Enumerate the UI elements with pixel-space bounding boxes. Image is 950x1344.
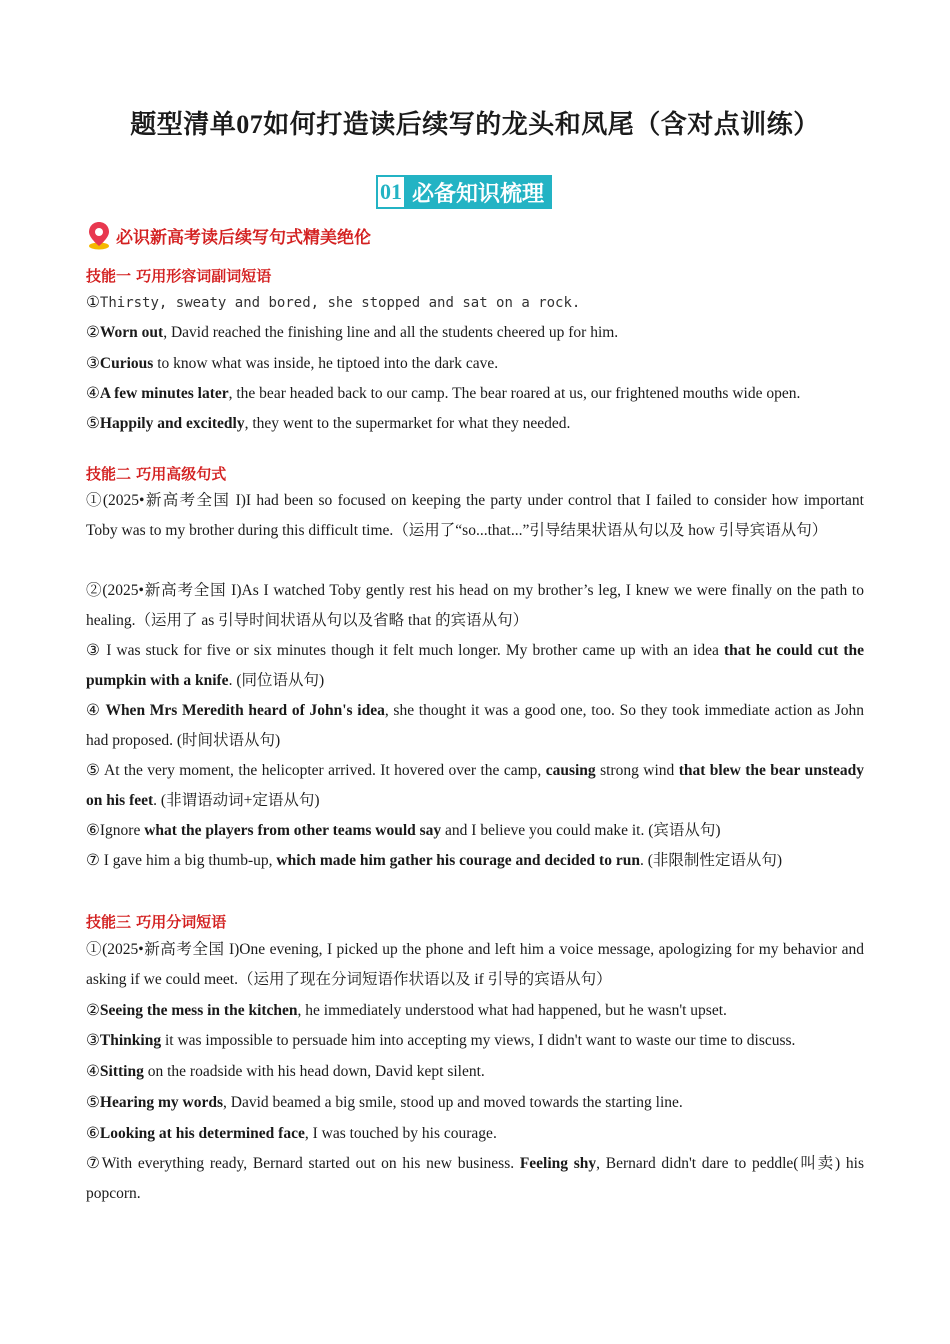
item-number: ④ [86,385,100,402]
item-bold: When Mrs Meredith heard of John's idea [105,702,385,719]
item-text: . (同位语从句) [228,672,325,689]
skill-3-item-5 [86,1088,864,1118]
item-bold: Feeling shy [519,1155,597,1172]
item-bold: Seeing the mess in the kitchen [99,1002,298,1019]
item-text: . (非限制性定语从句) [639,852,783,869]
item-text: on the roadside with his head down, David kept silent. [143,1063,485,1080]
skill-3-item-4 [86,1057,864,1087]
item-bold: Sitting [99,1063,144,1080]
skill-2-item-6 [86,816,864,846]
item-bold: Happily and excitedly [99,415,245,432]
item-number: ② [86,1002,100,1019]
section-subheading [86,220,371,250]
skill-2-item-2 [86,576,864,636]
item-text: ⑦ I gave him a big thumb-up, [86,852,277,869]
item-text: to know what was inside, he tiptoed into the dark cave. [153,355,499,372]
page-title: 题型清单07如何打造读后续写的龙头和凤尾（含对点训练） [130,110,820,139]
skill-2-item-5 [86,756,864,816]
skill-1-item-4 [86,379,864,409]
item-number: ⑤ [86,415,100,432]
skill-3-item-1 [86,935,864,995]
skill-2-item-7 [86,846,864,876]
item-text: ②(2025•新高考全国 I)As I watched Toby gently rest his head on my brother’s leg, I knew we were finally on the path to healing.（运用了 as 引导时间状语从句以及省略 that 的宾语从句） [86,582,864,629]
item-bold: what the players from other teams would say [144,822,442,839]
item-number: ② [86,324,100,341]
item-bold: that he could cut the pumpkin with a knife [86,642,864,689]
banner-number: 01 [376,175,406,209]
item-text: ⑦With everything ready, Bernard started out on his new business. [86,1155,520,1172]
item-number: ① [86,294,100,311]
item-text: , he immediately understood what had happened, but he wasn't upset. [297,1002,727,1019]
item-text: , the bear headed back to our camp. The bear roared at us, our frightened mouths wide open. [228,385,801,402]
item-bold: causing [545,762,596,779]
item-bold: that blew the bear unsteady on his feet [86,762,865,809]
item-text: it was impossible to persuade him into accepting my views, I didn't want to waste our time to discuss. [161,1032,796,1049]
item-number: ④ [86,702,106,719]
subheading-label: 必识新高考读后续写句式精美绝伦 [116,227,371,248]
item-number: ⑤ [86,1094,100,1111]
item-bold: Curious [99,355,154,372]
banner-text: 必备知识梳理 [406,175,552,209]
skill-1-item-2 [86,318,864,348]
skill-3-item-6 [86,1119,864,1149]
item-number: ⑥ [86,1125,100,1142]
item-bold: Thinking [99,1032,162,1049]
item-text: , David reached the finishing line and all the students cheered up for him. [163,324,619,341]
item-bold: Looking at his determined face [99,1125,305,1142]
skill-2-item-3 [86,636,864,696]
section-banner [376,175,552,209]
item-text: ①(2025•新高考全国 I)One evening, I picked up the phone and left him a voice message, apologizing for my behavior and asking if we could meet.（运用了现在分词短语作状语以及 if 引导的宾语从句） [86,941,864,988]
item-bold: Worn out [99,324,164,341]
item-text: , they went to the supermarket for what they needed. [244,415,571,432]
item-text: ①(2025•新高考全国 I)I had been so focused on keeping the party under control that I failed to consider how important Toby was to my brother during this difficult time.（运用了“so...that...”引导结果状语从句以及 how 引导宾语从句） [86,492,864,539]
item-bold: Hearing my words [99,1094,224,1111]
skill-1-item-3 [86,349,864,379]
item-text: ⑤ At the very moment, the helicopter arrived. It hovered over the camp, [86,762,546,779]
item-text: , she thought it was a good one, too. So they took immediate action as John had proposed. (时间状语从句) [86,702,864,749]
skill-3-heading: 技能三 巧用分词短语 [86,913,227,931]
item-bold: A few minutes later [99,385,229,402]
item-number: ④ [86,1063,100,1080]
skill-1-item-1 [86,288,864,318]
item-text: . (非谓语动词+定语从句) [153,792,320,809]
skill-2-item-1 [86,486,864,546]
skill-2-heading: 技能二 巧用高级句式 [86,465,227,483]
item-text: ③ I was stuck for five or six minutes though it felt much longer. My brother came up with an idea [86,642,724,659]
location-pin-icon [86,220,112,250]
item-text: , David beamed a big smile, stood up and moved towards the starting line. [223,1094,683,1111]
item-text: strong wind [595,762,679,779]
item-text: Thirsty, sweaty and bored, she stopped and sat on a rock. [99,295,581,311]
item-text: , I was touched by his courage. [304,1125,497,1142]
item-text: , Bernard didn't dare to peddle(叫卖) his popcorn. [86,1155,864,1202]
skill-2-item-4 [86,696,864,756]
skill-3-item-7 [86,1149,864,1209]
skill-1-item-5 [86,409,864,439]
item-bold: which made him gather his courage and decided to run [276,852,640,869]
skill-3-item-2 [86,996,864,1026]
item-number: ③ [86,1032,100,1049]
item-text: ⑥Ignore [86,822,145,839]
skill-1-heading: 技能一 巧用形容词副词短语 [86,267,272,285]
skill-3-item-3 [86,1026,864,1056]
item-number: ③ [86,355,100,372]
item-text: and I believe you could make it. (宾语从句) [441,822,721,839]
